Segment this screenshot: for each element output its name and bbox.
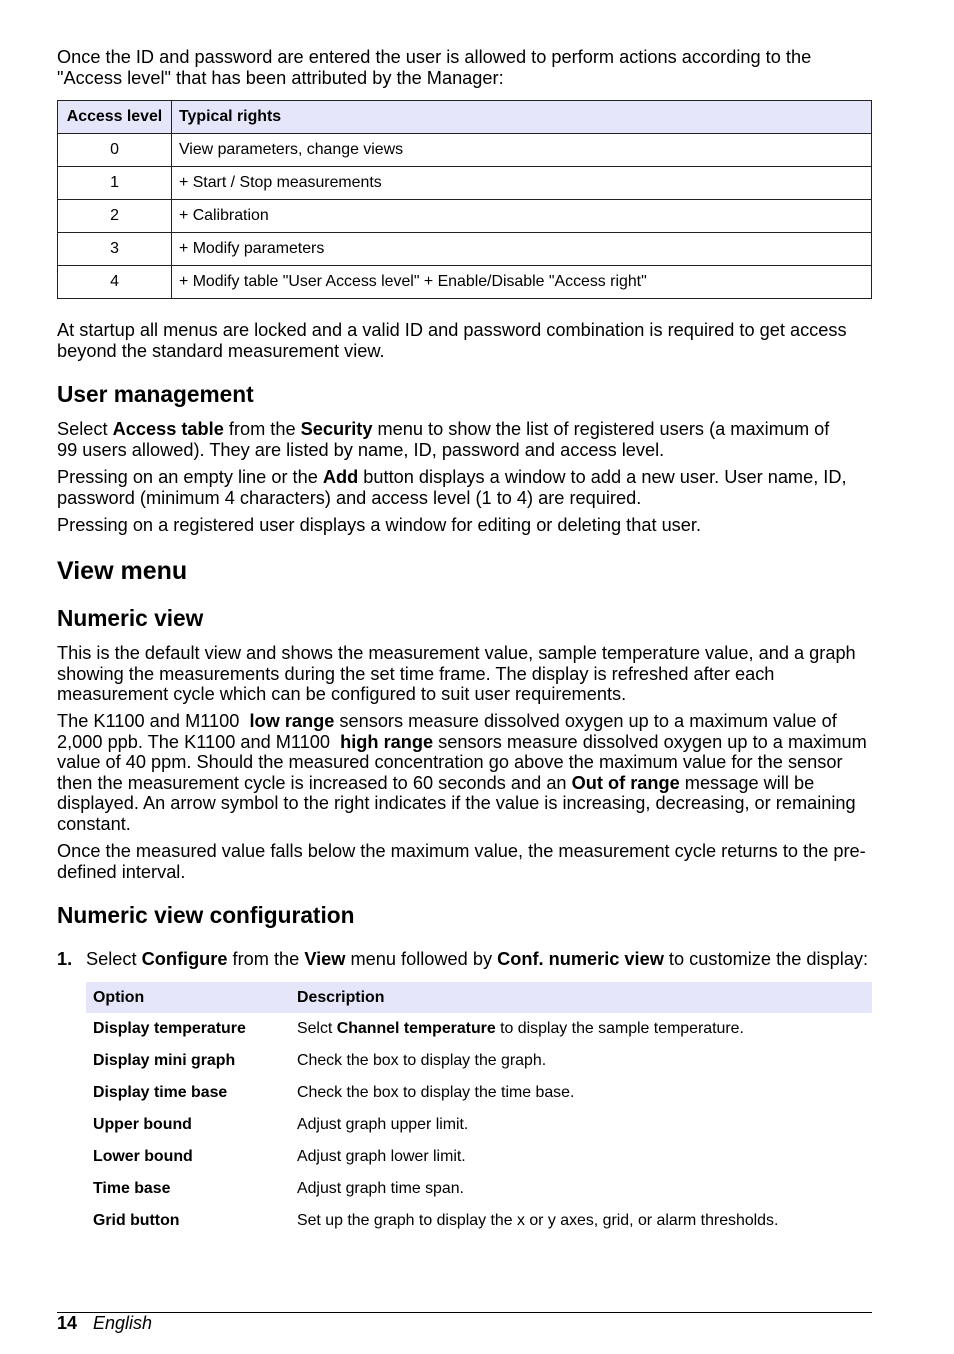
option-cell: Display mini graph (93, 1052, 236, 1069)
numeric-view-paragraph (57, 643, 872, 705)
text-line: password (minimum 4 characters) and access level (1 to 4) are required. (57, 487, 642, 508)
numeric-view-options-table (86, 982, 872, 1237)
bold-term-out-of-range: Out of range (571, 772, 680, 793)
text-run: menu followed by (345, 949, 498, 969)
table-row (58, 134, 872, 167)
text-line: Once the ID and password are entered the user is allowed to perform actions according to the (57, 47, 812, 67)
table-header-row (86, 982, 872, 1013)
typical-rights-cell: + Modify table "User Access level" + Enable/Disable "Access right" (172, 266, 872, 299)
option-cell: Upper bound (93, 1116, 192, 1133)
text-line: "Access level" that has been attributed by the Manager: (57, 67, 504, 88)
intro-paragraph (57, 47, 872, 88)
access-level-table (57, 100, 872, 299)
text-line (57, 419, 872, 440)
text-run: Pressing on an empty line or the (57, 467, 323, 487)
chapter-heading-view-menu: View menu (57, 557, 188, 585)
option-cell: Display temperature (93, 1020, 246, 1037)
bold-term-low-range: low range (249, 711, 335, 731)
procedure-step-1 (57, 949, 872, 970)
bold-term-conf-numeric-view: Conf. numeric view (497, 949, 664, 969)
footer-language: English (93, 1313, 153, 1333)
text-run: Select (86, 949, 142, 969)
text-line (57, 732, 872, 753)
text-line: This is the default view and shows the measurement value, sample temperature value, and a graph (57, 643, 856, 663)
text-run: message will be (679, 772, 815, 793)
description-cell: Adjust graph lower limit. (297, 1148, 466, 1165)
numeric-view-paragraph (57, 711, 872, 835)
bold-term-access-table: Access table (112, 419, 224, 439)
bold-term-security: Security (300, 419, 373, 439)
numeric-view-paragraph (57, 841, 872, 882)
description-cell: Check the box to display the graph. (297, 1052, 547, 1069)
text-run: menu to show the list of registered users (a maximum of (372, 419, 830, 439)
access-level-cell: 1 (58, 167, 172, 200)
step-number: 1. (57, 949, 73, 969)
text-line: 99 users allowed). They are listed by name, ID, password and access level. (57, 439, 665, 460)
bold-term-view: View (304, 949, 346, 969)
column-header-description: Description (290, 982, 872, 1013)
text-line: defined interval. (57, 861, 186, 882)
text-line (57, 711, 872, 732)
text-line: beyond the standard measurement view. (57, 340, 385, 361)
table-row (86, 1141, 872, 1173)
text-run: The K1100 and M1100 (57, 711, 250, 731)
text-line: Once the measured value falls below the maximum value, the measurement cycle returns to the pre- (57, 841, 866, 861)
text-run: sensors measure dissolved oxygen up to a maximum value of (334, 711, 837, 731)
user-management-paragraph (57, 467, 872, 508)
access-level-cell: 2 (58, 200, 172, 233)
table-row (86, 1205, 872, 1237)
text-line: Pressing on a registered user displays a window for editing or deleting that user. (57, 515, 701, 535)
section-heading-numeric-view: Numeric view (57, 605, 204, 631)
option-cell: Lower bound (93, 1148, 193, 1165)
text-line (57, 467, 872, 488)
access-level-cell: 4 (58, 266, 172, 299)
user-management-paragraph (57, 515, 872, 536)
text-line: showing the measurements during the set time frame. The display is refreshed after each (57, 663, 775, 684)
table-row (58, 266, 872, 299)
text-run: then the measurement cycle is increased to 60 seconds and an (57, 772, 572, 793)
text-run: 2,000 ppb. The K1100 and M1100 (57, 731, 341, 752)
bold-term-add: Add (322, 467, 359, 487)
text-line: At startup all menus are locked and a valid ID and password combination is required to get access (57, 320, 847, 340)
typical-rights-cell: + Start / Stop measurements (172, 167, 872, 200)
table-row (86, 1045, 872, 1077)
option-cell: Grid button (93, 1212, 180, 1229)
table-row (86, 1077, 872, 1109)
option-cell: Display time base (93, 1084, 228, 1101)
section-heading-numeric-view-configuration: Numeric view configuration (57, 902, 355, 928)
section-heading-user-management: User management (57, 381, 254, 407)
page-footer (57, 1313, 152, 1334)
startup-paragraph (57, 320, 872, 361)
table-header (86, 982, 872, 1013)
table-header-row (58, 101, 872, 134)
text-run: from the (223, 419, 301, 439)
text-run: sensors measure dissolved oxygen up to a maximum (433, 731, 867, 752)
typical-rights-cell: + Calibration (172, 200, 872, 233)
text-run: to customize the display: (663, 949, 869, 969)
table-header (58, 101, 872, 134)
description-cell: Set up the graph to display the x or y axes, grid, or alarm thresholds. (297, 1212, 779, 1229)
table-row (86, 1173, 872, 1205)
column-header-access-level: Access level (58, 101, 172, 134)
column-header-typical-rights: Typical rights (172, 101, 872, 134)
text-line (57, 949, 872, 970)
text-line: displayed. An arrow symbol to the right indicates if the value is increasing, decreasing, or remaining (57, 793, 856, 814)
text-run: from the (227, 949, 305, 969)
text-line (57, 773, 872, 794)
text-line: value of 40 ppm. Should the measured concentration go above the maximum value for the sensor (57, 752, 843, 773)
text-run: Selct (297, 1020, 337, 1037)
table-row (58, 167, 872, 200)
user-management-paragraph (57, 419, 872, 460)
text-run: to display the sample temperature. (495, 1020, 744, 1037)
footer-divider (57, 1312, 872, 1313)
table-body (86, 1013, 872, 1237)
typical-rights-cell: View parameters, change views (172, 134, 872, 167)
table-row (86, 1013, 872, 1045)
typical-rights-cell: + Modify parameters (172, 233, 872, 266)
description-cell: Adjust graph upper limit. (297, 1116, 469, 1133)
page-number: 14 (57, 1313, 78, 1333)
description-cell (290, 1013, 872, 1045)
column-header-option: Option (86, 982, 290, 1013)
table-row (58, 233, 872, 266)
bold-term-configure: Configure (141, 949, 228, 969)
table-row (86, 1109, 872, 1141)
text-line: measurement cycle which can be configured to suit user requirements. (57, 684, 627, 705)
bold-term-channel-temperature: Channel temperature (336, 1020, 496, 1037)
description-cell: Check the box to display the time base. (297, 1084, 575, 1101)
description-cell: Adjust graph time span. (297, 1180, 464, 1197)
access-level-cell: 0 (58, 134, 172, 167)
text-line: constant. (57, 813, 131, 834)
table-row (58, 200, 872, 233)
access-level-cell: 3 (58, 233, 172, 266)
text-run: Select (57, 419, 113, 439)
text-run: button displays a window to add a new user. User name, ID, (358, 467, 847, 487)
option-cell: Time base (93, 1180, 171, 1197)
table-body (58, 134, 872, 299)
bold-term-high-range: high range (340, 731, 434, 752)
